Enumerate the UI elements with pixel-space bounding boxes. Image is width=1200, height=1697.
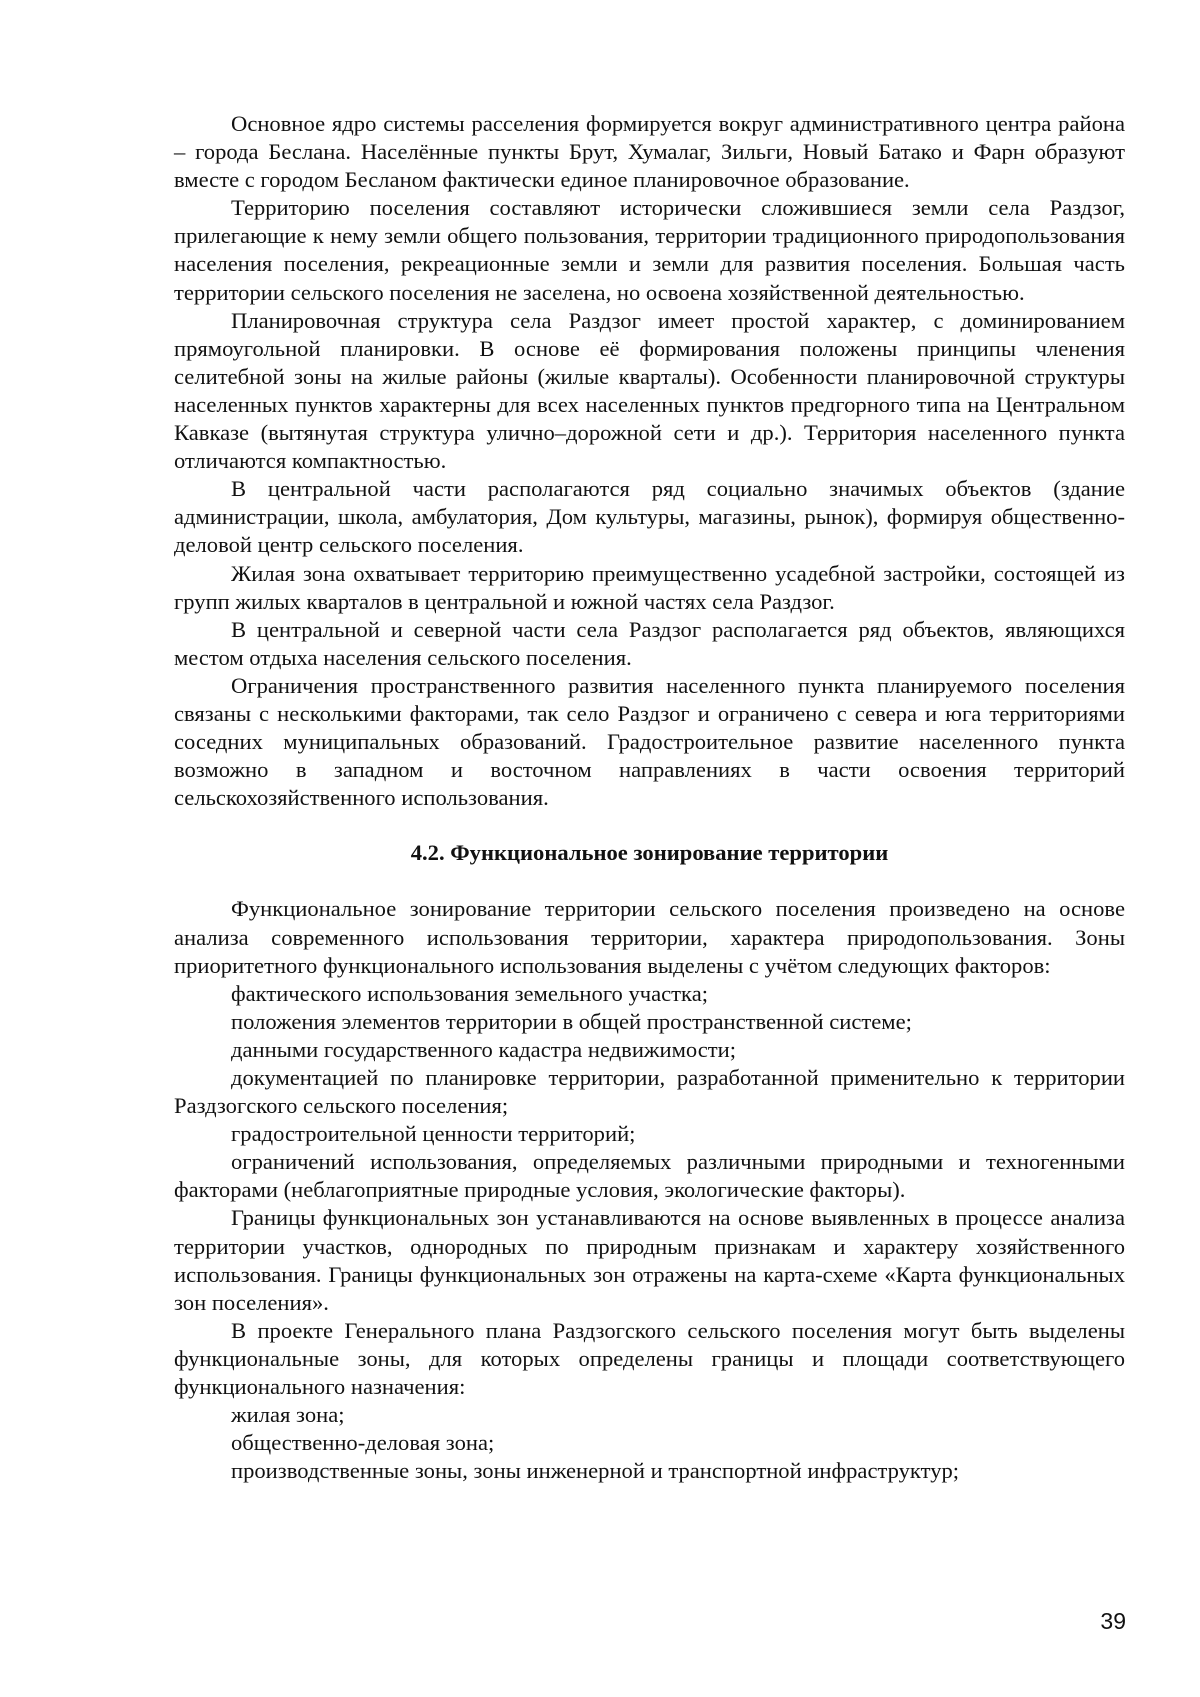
zone-item: производственные зоны, зоны инженерной и транспортной инфраструктур; <box>231 1458 960 1484</box>
factor-item: фактического использования земельного участка; <box>231 980 708 1006</box>
paragraph-residential-zone: Жилая зона охватывает территорию преимущественно усадебной застройки, состоящей из групп жилых кварталов в центральной и южной частях села Раздзог. <box>174 560 1125 614</box>
paragraph-development-limits: Ограничения пространственного развития населенного пункта планируемого поселения связаны с несколькими факторами, так село Раздзог и ограничено с севера и юга территориями соседних муниципальных образований. Градостроительное развитие населенного пункта возможно в западном и восточном направлениях в части освоения территорий сельскохозяйственного использования. <box>174 672 1125 811</box>
page-number: 39 <box>1100 1608 1126 1634</box>
paragraph-territory-composition: Территорию поселения составляют исторически сложившиеся земли села Раздзог, прилегающие к нему земли общего пользования, территории традиционного природопользования населения поселения, рекреационные земли и земли для развития поселения. Большая часть территории сельского поселения не заселена, но освоена хозяйственной деятельностью. <box>174 195 1125 305</box>
factor-item: документацией по планировке территории, разработанной применительно к территории Раздзогского сельского поселения; <box>174 1065 1125 1119</box>
paragraph-recreation-objects: В центральной и северной части села Раздзог располагается ряд объектов, являющихся местом отдыха населения сельского поселения. <box>174 616 1125 670</box>
factor-item: градостроительной ценности территорий; <box>231 1121 636 1147</box>
zone-item: жилая зона; <box>231 1402 345 1428</box>
factor-item: положения элементов территории в общей пространственной системе; <box>231 1008 912 1034</box>
factor-item: ограничений использования, определяемых различными природными и техногенными факторами (неблагоприятные природные условия, экологические факторы). <box>174 1149 1125 1203</box>
paragraph-settlement-core: Основное ядро системы расселения формируется вокруг административного центра района – города Беслана. Населённые пункты Брут, Хумалаг, Зильги, Новый Батако и Фарн образуют вместе с городом Бесланом фактически единое планировочное образование. <box>174 111 1125 193</box>
factor-item: данными государственного кадастра недвижимости; <box>231 1036 737 1062</box>
paragraph-zoning-intro: Функциональное зонирование территории сельского поселения произведено на основе анализа современного использования территории, характера природопользования. Зоны приоритетного функционального использования выделены с учётом следующих факторов: <box>174 896 1125 978</box>
page-body <box>174 110 1125 1485</box>
zone-item: общественно-деловая зона; <box>231 1430 495 1456</box>
paragraph-zones-intro: В проекте Генерального плана Раздзогского сельского поселения могут быть выделены функциональные зоны, для которых определены границы и площади соответствующего функционального назначения: <box>174 1317 1125 1400</box>
section-heading: 4.2. Функциональное зонирование территории <box>410 840 889 866</box>
paragraph-zone-boundaries: Границы функциональных зон устанавливаются на основе выявленных в процессе анализа территории участков, однородных по природным признакам и характеру хозяйственного использования. Границы функциональных зон отражены на карта-схеме «Карта функциональных зон поселения». <box>174 1205 1125 1315</box>
paragraph-planning-structure: Планировочная структура села Раздзог имеет простой характер, с доминированием прямоугольной планировки. В основе её формирования положены принципы членения селитебной зоны на жилые районы (жилые кварталы). Особенности планировочной структуры населенных пунктов характерны для всех населенных пунктов предгорного типа на Центральном Кавказе (вытянутая структура улично–дорожной сети и др.). Территория населенного пункта отличаются компактностью. <box>174 307 1125 474</box>
paragraph-central-part: В центральной части располагаются ряд социально значимых объектов (здание администрации, школа, амбулатория, Дом культуры, магазины, рынок), формируя общественно-деловой центр сельского поселения. <box>174 476 1125 558</box>
